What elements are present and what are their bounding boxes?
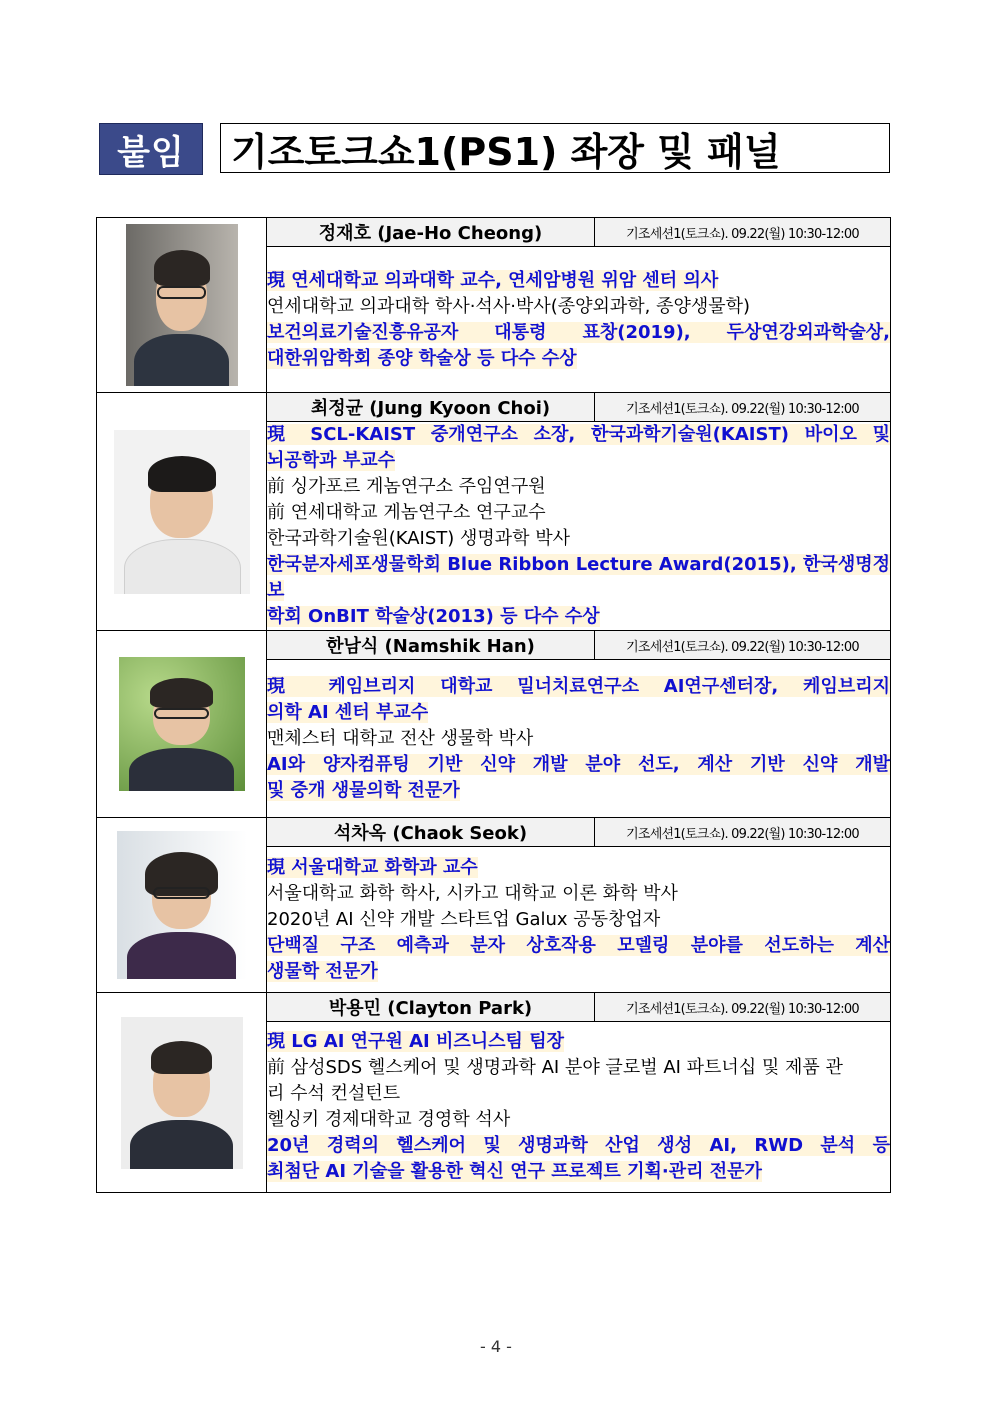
- bio-highlight-line: [267, 320, 890, 346]
- session-info: 기조세션1(토크쇼). 09.22(월) 10:30-12:00: [595, 631, 891, 660]
- photo-cell: [97, 631, 267, 818]
- bio-highlight-line: [267, 700, 890, 726]
- photo-cell: [97, 218, 267, 393]
- bio-highlight-line: [267, 778, 890, 804]
- panelist-row: [97, 631, 891, 660]
- bio-highlight-line: [267, 422, 890, 448]
- bio-line: [267, 474, 890, 500]
- bio-text: 최첨단 AI 기술을 활용한 혁신 연구 프로젝트 기획·관리 전문가: [267, 1161, 762, 1182]
- bio-line: [267, 526, 890, 552]
- panelist-row: [97, 993, 891, 1022]
- page-number: - 4 -: [480, 1337, 512, 1356]
- bio-line: [267, 881, 890, 907]
- bio-text: AI와 양자컴퓨팅 기반 신약 개발 분야 선도, 계산 기반 신약 개발: [267, 753, 890, 775]
- bio-text: 생물학 전문가: [267, 960, 378, 982]
- bio-text: 한국분자세포생물학회 Blue Ribbon Lecture Award(2015), 한국생명정보: [267, 554, 890, 601]
- panelist-row: [97, 218, 891, 247]
- panelist-table: [96, 217, 891, 1193]
- photo-cell: [97, 993, 267, 1193]
- bio-highlight-line: [267, 1133, 890, 1159]
- bio-text: 現 서울대학교 화학과 교수: [267, 856, 478, 878]
- page-title: 기조토크쇼1(PS1) 좌장 및 패널: [220, 123, 890, 173]
- bio-text: 뇌공학과 부교수: [267, 450, 395, 471]
- bio-text: 맨체스터 대학교 전산 생물학 박사: [267, 727, 534, 749]
- bio-line: [267, 1055, 890, 1081]
- bio-text: 한국과학기술원(KAIST) 생명과학 박사: [267, 528, 571, 549]
- portrait-photo: [119, 657, 245, 791]
- bio-text: 서울대학교 화학 학사, 시카고 대학교 이론 화학 박사: [267, 882, 678, 904]
- portrait-photo: [126, 224, 238, 386]
- bio-highlight-line: [267, 855, 890, 881]
- panelist-name: 정재호 (Jae-Ho Cheong): [267, 218, 595, 247]
- session-info: 기조세션1(토크쇼). 09.22(월) 10:30-12:00: [595, 993, 891, 1022]
- panelist-bio: [267, 247, 891, 393]
- bio-text: 및 중개 생물의학 전문가: [267, 779, 460, 801]
- panelist-name: 석차옥 (Chaok Seok): [267, 818, 595, 847]
- bio-line: [267, 500, 890, 526]
- panelist-name: 한남식 (Namshik Han): [267, 631, 595, 660]
- bio-highlight-line: [267, 268, 890, 294]
- bio-line: [267, 294, 890, 320]
- bio-highlight-line: [267, 752, 890, 778]
- bio-text: 의학 AI 센터 부교수: [267, 701, 429, 723]
- bio-text: 現 연세대학교 의과대학 교수, 연세암병원 위암 센터 의사: [267, 269, 719, 291]
- panelist-row: [97, 393, 891, 422]
- attachment-badge: 붙임: [99, 123, 203, 175]
- header: [99, 123, 892, 175]
- bio-line: [267, 907, 890, 933]
- panelist-bio: [267, 422, 891, 631]
- bio-text: 前 연세대학교 게놈연구소 연구교수: [267, 502, 546, 523]
- bio-highlight-line: [267, 933, 890, 959]
- bio-line: [267, 726, 890, 752]
- portrait-photo: [114, 430, 250, 594]
- bio-highlight-line: [267, 552, 890, 604]
- session-info: 기조세션1(토크쇼). 09.22(월) 10:30-12:00: [595, 818, 891, 847]
- bio-text: 대한위암학회 종양 학술상 등 다수 수상: [267, 347, 577, 369]
- panelist-row: [97, 818, 891, 847]
- bio-text: 現 SCL-KAIST 중개연구소 소장, 한국과학기술원(KAIST) 바이오 및: [267, 424, 890, 445]
- session-info: 기조세션1(토크쇼). 09.22(월) 10:30-12:00: [595, 393, 891, 422]
- panelist-bio: [267, 847, 891, 993]
- bio-text: 학회 OnBIT 학술상(2013) 등 다수 수상: [267, 606, 600, 627]
- session-info: 기조세션1(토크쇼). 09.22(월) 10:30-12:00: [595, 218, 891, 247]
- panelist-name: 최정균 (Jung Kyoon Choi): [267, 393, 595, 422]
- photo-cell: [97, 818, 267, 993]
- panelist-bio: [267, 1022, 891, 1193]
- bio-text: 現 케임브리지 대학교 밀너치료연구소 AI연구센터장, 케임브리지: [267, 675, 890, 697]
- bio-line: [267, 1107, 890, 1133]
- bio-highlight-line: [267, 346, 890, 372]
- bio-text: 리 수석 컨설턴트: [267, 1083, 401, 1104]
- bio-text: 보건의료기술진흥유공자 대통령 표창(2019), 두상연강외과학술상,: [267, 321, 890, 343]
- bio-text: 現 LG AI 연구원 AI 비즈니스팀 팀장: [267, 1031, 564, 1052]
- portrait-photo: [117, 831, 247, 979]
- bio-text: 헬싱키 경제대학교 경영학 석사: [267, 1109, 511, 1130]
- bio-text: 前 싱가포르 게놈연구소 주임연구원: [267, 476, 546, 497]
- bio-highlight-line: [267, 1029, 890, 1055]
- photo-cell: [97, 393, 267, 631]
- panelist-name: 박용민 (Clayton Park): [267, 993, 595, 1022]
- bio-text: 前 삼성SDS 헬스케어 및 생명과학 AI 분야 글로벌 AI 파트너십 및 제품 관: [267, 1057, 843, 1078]
- bio-text: 연세대학교 의과대학 학사·석사·박사(종양외과학, 종양생물학): [267, 295, 751, 317]
- bio-highlight-line: [267, 674, 890, 700]
- bio-text: 20년 경력의 헬스케어 및 생명과학 산업 생성 AI, RWD 분석 등: [267, 1135, 890, 1156]
- bio-text: 단백질 구조 예측과 분자 상호작용 모델링 분야를 선도하는 계산: [267, 934, 890, 956]
- panelist-bio: [267, 660, 891, 818]
- bio-highlight-line: [267, 448, 890, 474]
- bio-line: [267, 1081, 890, 1107]
- bio-highlight-line: [267, 1159, 890, 1185]
- portrait-photo: [121, 1017, 243, 1169]
- bio-text: 2020년 AI 신약 개발 스타트업 Galux 공동창업자: [267, 908, 661, 930]
- bio-highlight-line: [267, 959, 890, 985]
- bio-highlight-line: [267, 604, 890, 630]
